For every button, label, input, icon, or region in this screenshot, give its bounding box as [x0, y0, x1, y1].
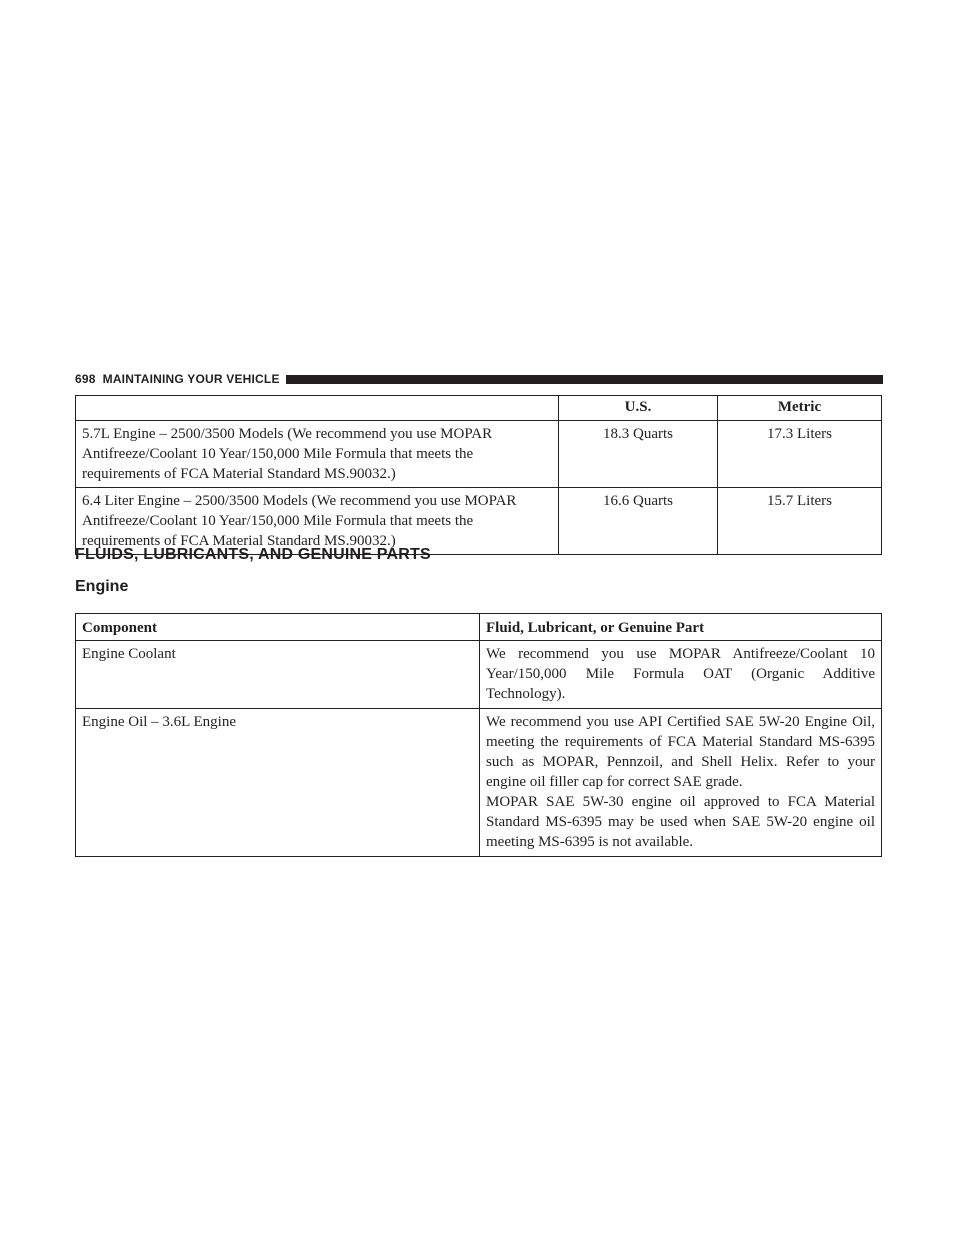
capacity-metric-cell: 15.7 Liters: [718, 488, 882, 555]
page-header: [75, 372, 883, 386]
table-row: [76, 641, 882, 709]
component-cell: Engine Oil – 3.6L Engine: [76, 709, 480, 857]
fluid-paragraph: We recommend you use API Certified SAE 5W-20 Engine Oil, meeting the requirements of FCA Material Standard MS-6395 such as MOPAR, Pennzoil, and Shell Helix. Refer to your engine oil filler cap for correct SAE grade.: [486, 714, 875, 790]
engine-fluids-table: [75, 613, 882, 857]
capacity-metric-cell: 17.3 Liters: [718, 421, 882, 488]
subsection-title: Engine: [75, 578, 129, 595]
column-header-component: Component: [76, 614, 480, 641]
capacity-description-cell: 6.4 Liter Engine – 2500/3500 Models (We recommend you use MOPAR Antifreeze/Coolant 10 Year/150,000 Mile Formula that meets the requirements of FCA Material Standard MS.90032.): [76, 488, 559, 555]
coolant-capacity-table: [75, 395, 882, 555]
fluid-paragraph: We recommend you use MOPAR Antifreeze/Coolant 10 Year/150,000 Mile Formula OAT (Organic Additive Technology).: [486, 646, 875, 702]
section-title: FLUIDS, LUBRICANTS, AND GENUINE PARTS: [75, 546, 431, 563]
table-row: [76, 421, 882, 488]
fluid-description-cell: [480, 641, 882, 709]
column-header-us: U.S.: [559, 396, 718, 421]
component-cell: Engine Coolant: [76, 641, 480, 709]
fluid-paragraph: MOPAR SAE 5W-30 engine oil approved to FCA Material Standard MS-6395 may be used when SAE 5W-20 engine oil meeting MS-6395 is not available.: [486, 794, 875, 850]
page-number: 698: [75, 372, 96, 386]
column-header-fluid: Fluid, Lubricant, or Genuine Part: [480, 614, 882, 641]
capacity-description-cell: 5.7L Engine – 2500/3500 Models (We recommend you use MOPAR Antifreeze/Coolant 10 Year/150,000 Mile Formula that meets the requirements of FCA Material Standard MS.90032.): [76, 421, 559, 488]
table-row: [76, 709, 882, 857]
column-header-metric: Metric: [718, 396, 882, 421]
column-header-description: [76, 396, 559, 421]
header-rule: [286, 375, 883, 384]
table-header-row: [76, 396, 882, 421]
table-row: [76, 488, 882, 555]
capacity-us-cell: 16.6 Quarts: [559, 488, 718, 555]
fluid-description-cell: [480, 709, 882, 857]
table-header-row: [76, 614, 882, 641]
running-section-title: MAINTAINING YOUR VEHICLE: [102, 372, 280, 386]
capacity-us-cell: 18.3 Quarts: [559, 421, 718, 488]
